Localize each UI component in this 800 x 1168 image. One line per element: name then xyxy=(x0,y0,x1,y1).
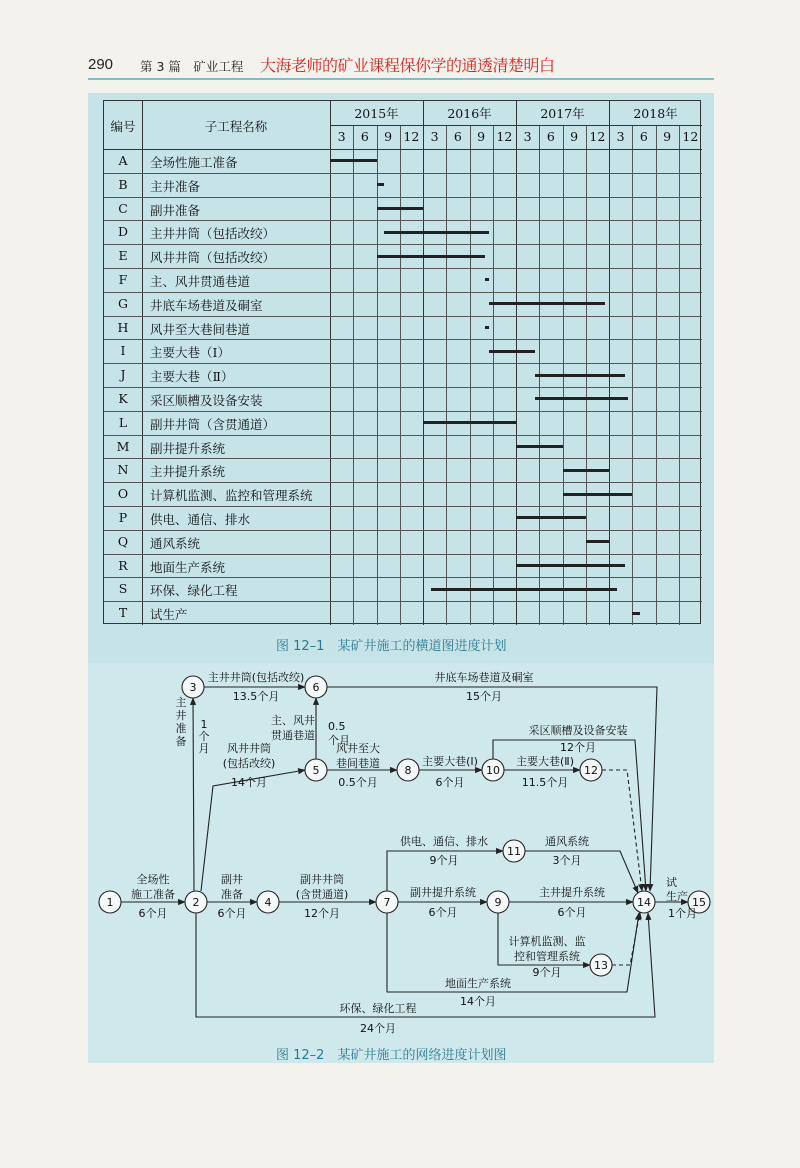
edge-label: 14个月 xyxy=(460,995,496,1008)
edge-label: 巷间巷道 xyxy=(336,757,380,770)
row-name: 副井提升系统 xyxy=(150,440,226,456)
node-number: 3 xyxy=(189,681,197,694)
row-code: M xyxy=(116,438,130,454)
edge-label: 主 xyxy=(175,696,187,709)
row-name: 地面生产系统 xyxy=(150,559,226,575)
month-header: 12 xyxy=(496,129,513,144)
edge-label: 15个月 xyxy=(466,690,502,703)
edge-label: 施工准备 xyxy=(131,888,175,901)
node-number: 14 xyxy=(637,896,651,909)
row-code: I xyxy=(120,343,126,359)
edge-label: 计算机监测、监 xyxy=(508,935,586,948)
page-number: 290 xyxy=(88,56,114,73)
row-code: H xyxy=(117,319,129,335)
edge-label: 准 xyxy=(175,722,187,735)
arrow xyxy=(602,770,642,891)
month-header: 6 xyxy=(546,129,555,144)
node-number: 1 xyxy=(106,896,114,909)
edge-label: 6个月 xyxy=(557,906,587,919)
month-header: 6 xyxy=(453,129,462,144)
edge-label: (包括改绞) xyxy=(222,757,276,770)
column-header-code: 编号 xyxy=(110,119,136,134)
edge-label: 全场性 xyxy=(136,873,170,886)
edge-label: 控和管理系统 xyxy=(514,950,580,963)
edge-label: 12个月 xyxy=(560,741,596,754)
month-header: 3 xyxy=(337,129,346,144)
month-header: 9 xyxy=(570,129,579,144)
row-code: N xyxy=(117,462,129,478)
month-header: 9 xyxy=(384,129,393,144)
row-name: 副井井筒（含贯通道） xyxy=(150,416,276,432)
edge-label: 12个月 xyxy=(304,907,340,920)
row-name: 采区顺槽及设备安装 xyxy=(150,393,263,408)
row-name: 主井准备 xyxy=(150,178,201,194)
edge-label: 生产 xyxy=(666,890,688,903)
edge-label: 6个月 xyxy=(428,906,458,919)
row-code: T xyxy=(118,605,128,621)
row-name: 井底车场巷道及硐室 xyxy=(150,297,263,313)
edge-label: 通风系统 xyxy=(545,835,589,848)
figure-1-caption: 图 12–1 某矿井施工的横道图进度计划 xyxy=(276,639,507,654)
row-code: D xyxy=(117,224,129,240)
row-code: R xyxy=(118,557,128,573)
edge-label: 副井提升系统 xyxy=(410,886,476,899)
node-number: 2 xyxy=(192,896,200,909)
edge-label: 副井井筒 xyxy=(300,873,344,886)
edge-label: 1 xyxy=(200,718,208,731)
row-code: B xyxy=(118,176,128,192)
row-code: K xyxy=(118,391,128,406)
column-header-name: 子工程名称 xyxy=(204,119,268,134)
node-number: 10 xyxy=(486,764,500,777)
month-header: 9 xyxy=(663,129,672,144)
year-header: 2015年 xyxy=(354,106,399,121)
row-name: 副井准备 xyxy=(150,202,201,218)
edge-label: 主井提升系统 xyxy=(539,886,605,899)
row-code: P xyxy=(118,510,128,525)
arrow xyxy=(612,912,640,965)
node-number: 7 xyxy=(383,896,391,909)
row-code: O xyxy=(117,486,129,502)
row-code: A xyxy=(118,153,128,168)
row-name: 主、风井贯通巷道 xyxy=(150,274,251,289)
edge-label: 1个月 xyxy=(668,907,697,920)
node-number: 4 xyxy=(264,896,272,909)
edge-label: 准备 xyxy=(221,888,243,901)
year-header: 2018年 xyxy=(633,106,678,121)
node-number: 12 xyxy=(584,764,598,777)
year-header: 2017年 xyxy=(540,106,585,121)
edge-label: 贯通巷道 xyxy=(271,729,315,742)
row-name: 供电、通信、排水 xyxy=(150,512,251,527)
node-number: 11 xyxy=(507,845,521,858)
edge-label: 井 xyxy=(175,709,187,722)
row-code: E xyxy=(118,248,128,264)
node-number: 8 xyxy=(404,764,412,777)
month-header: 12 xyxy=(589,129,606,144)
month-header: 3 xyxy=(430,129,439,144)
edge-label: 备 xyxy=(175,735,187,748)
row-name: 风井井筒（包括改绞） xyxy=(150,250,276,266)
edge-label: 试 xyxy=(666,876,677,889)
edge-label: 采区顺槽及设备安装 xyxy=(528,724,628,737)
row-name: 试生产 xyxy=(150,607,188,623)
edge-label: 个 xyxy=(198,730,210,743)
row-code: Q xyxy=(117,533,129,549)
row-name: 计算机监测、监控和管理系统 xyxy=(150,488,313,504)
node-number: 5 xyxy=(312,764,320,777)
node-number: 9 xyxy=(494,896,502,909)
edge-label: 环保、绿化工程 xyxy=(339,1002,417,1015)
watermark-text: 大海老师的矿业课程保你学的通透清楚明白 xyxy=(260,56,555,75)
month-header: 3 xyxy=(616,129,625,144)
month-header: 9 xyxy=(477,129,486,144)
edge-label: 井底车场巷道及硐室 xyxy=(434,671,534,684)
month-header: 12 xyxy=(682,129,699,144)
edge-label: 3个月 xyxy=(552,854,582,867)
edge-label: 主井井筒(包括改绞) xyxy=(207,671,305,684)
arrow xyxy=(193,698,194,891)
edge-label: 11.5个月 xyxy=(521,776,569,789)
edge-label: 9个月 xyxy=(532,966,562,979)
row-code: J xyxy=(120,367,126,383)
edge-label: 主要大巷(Ⅱ) xyxy=(516,755,574,768)
edge-label: 0.5个月 xyxy=(338,776,378,789)
row-code: G xyxy=(118,295,128,311)
edge-label: (含贯通道) xyxy=(295,888,349,901)
edge-label: 供电、通信、排水 xyxy=(400,835,488,848)
edge-label: 个月 xyxy=(328,734,350,747)
month-header: 3 xyxy=(523,129,532,144)
row-name: 主要大巷（Ⅰ） xyxy=(150,345,230,361)
edge-label: 6个月 xyxy=(138,907,168,920)
row-name: 主井提升系统 xyxy=(150,464,226,480)
section-title: 第 3 篇 矿业工程 xyxy=(140,59,244,74)
arrow xyxy=(327,687,657,891)
edge-label: 月 xyxy=(198,742,210,755)
edge-label: 主要大巷(Ⅰ) xyxy=(422,755,478,768)
edge-label: 9个月 xyxy=(429,854,459,867)
month-header: 6 xyxy=(639,129,648,144)
row-name: 主要大巷（Ⅱ） xyxy=(150,369,234,385)
row-code: L xyxy=(118,414,128,430)
edge-label: 副井 xyxy=(221,873,243,886)
row-code: S xyxy=(118,581,128,597)
row-code: F xyxy=(118,272,128,287)
arrow xyxy=(387,913,639,992)
node-number: 6 xyxy=(312,681,320,694)
row-name: 全场性施工准备 xyxy=(150,155,238,170)
node-number: 15 xyxy=(692,896,706,909)
row-code: C xyxy=(118,200,128,216)
edge-label: 地面生产系统 xyxy=(445,977,511,990)
edge-label: 风井井筒 xyxy=(227,742,271,755)
edge-label: 14个月 xyxy=(231,776,267,789)
row-name: 通风系统 xyxy=(150,535,201,551)
node-number: 13 xyxy=(594,959,608,972)
row-name: 环保、绿化工程 xyxy=(150,583,238,599)
edge-label: 24个月 xyxy=(360,1022,396,1035)
edge-label: 主、风井 xyxy=(271,714,315,727)
figure-2-caption: 图 12–2 某矿井施工的网络进度计划图 xyxy=(276,1048,507,1063)
edge-label: 13.5个月 xyxy=(232,690,280,703)
month-header: 12 xyxy=(403,129,420,144)
edge-label: 6个月 xyxy=(217,907,247,920)
month-header: 6 xyxy=(360,129,369,144)
edge-label: 6个月 xyxy=(435,776,465,789)
row-name: 风井至大巷间巷道 xyxy=(150,321,251,337)
edge-label: 风井至大 xyxy=(336,742,380,755)
year-header: 2016年 xyxy=(447,106,492,121)
edge-label: 0.5 xyxy=(328,720,346,733)
row-name: 主井井筒（包括改绞） xyxy=(150,226,276,242)
